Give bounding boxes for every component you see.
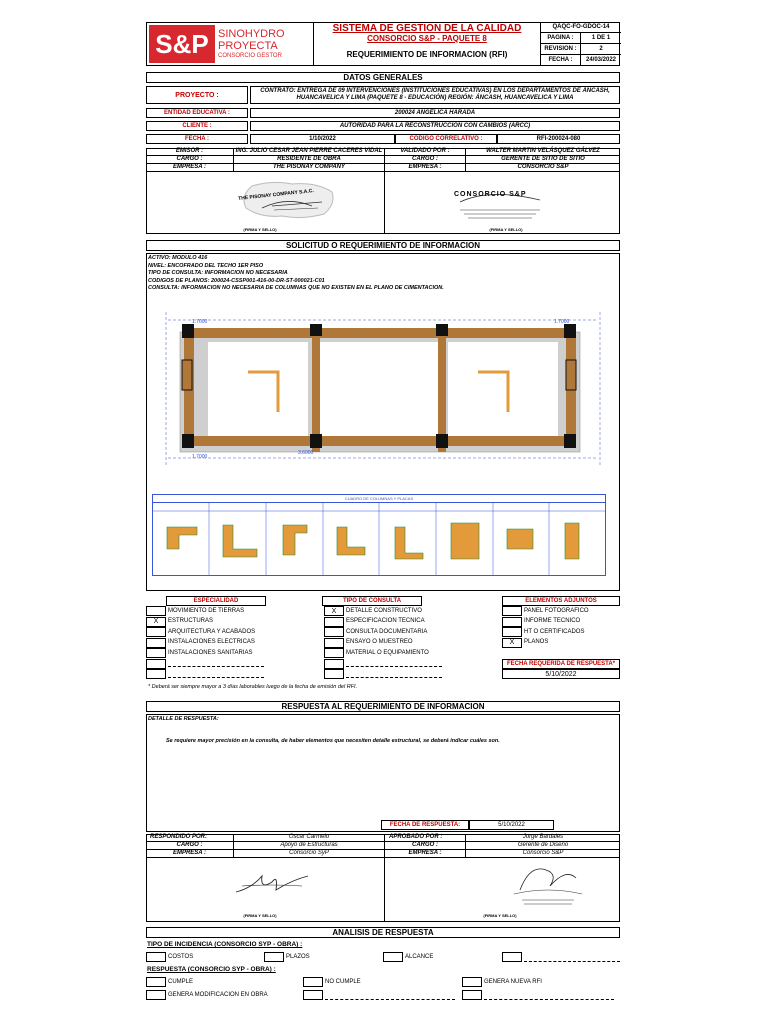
- adjuntos-label: PLANOS: [524, 639, 549, 646]
- resp-firma-label-right: (FIRMA Y SELLO): [483, 912, 517, 918]
- dim-label-top-right: 1.7000: [554, 319, 570, 325]
- incidencia-costos[interactable]: [146, 952, 193, 962]
- adjuntos-label: PANEL FOTOGRAFICO: [524, 607, 589, 614]
- respuesta-no-cumple[interactable]: [303, 977, 361, 987]
- blank-2-line: [484, 991, 614, 1000]
- column-schedule-icon: [153, 503, 605, 575]
- adjuntos-checkbox[interactable]: [502, 617, 522, 627]
- especialidad-label: INSTALACIONES SANITARIAS: [168, 649, 253, 656]
- validado-label: VALIDADO POR :: [384, 148, 466, 156]
- no-cumple-checkbox[interactable]: [303, 977, 323, 987]
- especialidad-label: INSTALACIONES ELECTRICAS: [168, 639, 255, 646]
- blank-2-checkbox[interactable]: [462, 990, 482, 1000]
- especialidad-checkbox[interactable]: [146, 606, 166, 616]
- tipo-label: ENSAYO O MUESTREO: [346, 639, 413, 646]
- signature-right: [510, 860, 586, 912]
- entidad-value: 200024 ANGÉLICA HARADA: [250, 108, 620, 118]
- adjuntos-checkbox[interactable]: [502, 627, 522, 637]
- respuesta-blank-1[interactable]: [303, 990, 455, 1000]
- revision-label: REVISION :: [541, 44, 581, 55]
- tipo-checkbox[interactable]: [324, 617, 344, 627]
- costos-label: COSTOS: [168, 953, 194, 960]
- pagina-label: PAGINA :: [541, 33, 581, 44]
- adjuntos-label: INFORME TECNICO: [524, 618, 581, 625]
- empresa-value-left: THE PISONAY COMPANY: [234, 164, 384, 172]
- respuesta-analisis-label: RESPUESTA (CONSORCIO SYP - OBRA) :: [147, 966, 276, 973]
- signature-right-icon: [510, 860, 586, 912]
- stamp-left: [232, 178, 342, 222]
- fecha-respuesta-label: FECHA DE RESPUESTA:: [381, 820, 469, 830]
- adjuntos-item[interactable]: [502, 627, 620, 638]
- alcance-label: ALCANCE: [405, 953, 434, 960]
- solicitud-line-activo: ACTIVO: MODULO 416: [148, 255, 208, 261]
- respuesta-box: [146, 714, 620, 832]
- firma-label-right: (FIRMA Y SELLO): [489, 226, 523, 232]
- signature-left-icon: [232, 868, 312, 898]
- tipo-item-blank[interactable]: [324, 659, 504, 670]
- respondido-label: RESPONDIDO POR:: [146, 834, 234, 842]
- tipo-label: ESPECIFICACION TECNICA: [346, 618, 425, 625]
- plazos-label: PLAZOS: [286, 953, 310, 960]
- no-cumple-label: NO CUMPLE: [325, 978, 361, 985]
- logo: [146, 22, 314, 66]
- fecha-respuesta-value[interactable]: 5/10/2022: [469, 820, 554, 830]
- incidencia-plazos[interactable]: [264, 952, 310, 962]
- especialidad-title: ESPECIALIDAD: [166, 596, 266, 606]
- especialidad-list: [146, 606, 326, 680]
- resp-firma-label-left: (FIRMA Y SELLO): [243, 912, 277, 918]
- especialidad-item[interactable]: [146, 648, 326, 659]
- logo-sub1: SINOHYDRO: [218, 28, 285, 40]
- tipo-checkbox[interactable]: [324, 627, 344, 637]
- costos-checkbox[interactable]: [146, 952, 166, 962]
- empresa-value-right: CONSORCIO S&P: [466, 164, 620, 172]
- cumple-label: CUMPLE: [168, 978, 194, 985]
- empresa-label-left: EMPRESA :: [146, 164, 234, 172]
- logo-mark: S&P: [149, 25, 215, 63]
- especialidad-label: MOVIMIENTO DE TIERRAS: [168, 607, 245, 614]
- cargo-label-right: CARGO :: [384, 156, 466, 164]
- especialidad-label: ARQUITECTURA Y ACABADOS: [168, 628, 256, 635]
- fecha-requerida-label: FECHA REQUERIDA DE RESPUESTA*: [502, 659, 620, 669]
- validado-value: WALTER MARTIN VELÁSQUEZ GÁLVEZ: [466, 148, 620, 156]
- cargo-label-left: CARGO :: [146, 156, 234, 164]
- emisor-value: ING. JULIO CESAR JEAN PIERRE CACERES VIDAL: [235, 148, 383, 154]
- solicitud-lines: [148, 255, 618, 293]
- tipo-item[interactable]: [324, 648, 504, 659]
- tipo-title: TIPO DE CONSULTA: [322, 596, 422, 606]
- especialidad-checkbox[interactable]: [146, 659, 166, 669]
- incidencia-otro[interactable]: [502, 952, 620, 962]
- signature-divider: [384, 172, 385, 234]
- resp-cargo-label-left: CARGO :: [146, 842, 234, 850]
- especialidad-item[interactable]: [146, 617, 326, 628]
- tipo-label: CONSULTA DOCUMENTARIA: [346, 628, 428, 635]
- header-meta: [540, 22, 620, 66]
- especialidad-blank-line: [168, 671, 264, 678]
- firma-label-left: (FIRMA Y SELLO): [243, 226, 277, 232]
- resp-empresa-value-right: Consorcio S&P: [466, 850, 620, 858]
- cliente-value: AUTORIDAD PARA LA RECONSTRUCCION CON CAMBIOS (ARCC): [250, 121, 620, 131]
- tipo-checkbox[interactable]: [324, 659, 344, 669]
- especialidad-item-blank[interactable]: [146, 659, 326, 670]
- cumple-checkbox[interactable]: [146, 977, 166, 987]
- resp-cargo-value-left: Apoyo de Estructuras: [234, 842, 384, 850]
- especialidad-checkbox[interactable]: [146, 648, 166, 658]
- detalle-label: DETALLE DE RESPUESTA:: [148, 716, 219, 722]
- tipo-item[interactable]: [324, 638, 504, 649]
- respuesta-cumple[interactable]: [146, 977, 193, 987]
- logo-sub3: CONSORCIO GESTOR: [218, 53, 282, 59]
- tipo-label: DETALLE CONSTRUCTIVO: [346, 607, 422, 614]
- tipo-item-blank[interactable]: [324, 669, 504, 680]
- genera-mod-checkbox[interactable]: [146, 990, 166, 1000]
- stamp-right-text: CONSORCIO S&P: [454, 191, 527, 198]
- empresa-label-right: EMPRESA :: [384, 164, 466, 172]
- tipo-item[interactable]: [324, 617, 504, 628]
- floor-plan-drawing: [158, 302, 608, 472]
- footnote: * Deberá ser siempre mayor a 3 días laborables luego de la fecha de emisión del RFI.: [148, 684, 358, 690]
- dim-label-top-left: 1.7000: [192, 319, 208, 325]
- fecha-general-value: 1/10/2022: [250, 134, 395, 144]
- signature-left: [232, 868, 312, 898]
- alcance-checkbox[interactable]: [383, 952, 403, 962]
- respondido-value: Oscar Carmelo: [234, 834, 384, 842]
- especialidad-blank-line: [168, 660, 264, 667]
- solicitud-line-nivel: NIVEL: ENCOFRADO DEL TECHO 1ER PISO: [148, 262, 264, 269]
- respuesta-blank-2[interactable]: [462, 990, 614, 1000]
- resp-empresa-value-left: Consorcio SyP: [234, 850, 384, 858]
- especialidad-item[interactable]: [146, 606, 326, 617]
- emisor-label: EMISOR :: [146, 148, 234, 156]
- adjuntos-label: HT O CERTIFICADOS: [524, 628, 585, 635]
- stamp-left-text: THE PISONAY COMPANY S.A.C.: [237, 188, 315, 202]
- otro-blank-line: [524, 953, 620, 962]
- cliente-label: CLIENTE :: [146, 121, 248, 131]
- detalle-text[interactable]: Se requiere mayor precisión en la consulta, de haber elementos que necesiten detalle estructural, se deberá indicar cuáles son.: [166, 738, 500, 744]
- adjuntos-checkbox[interactable]: [502, 606, 522, 616]
- codigo-label: CODIGO CORRELATIVO :: [395, 134, 497, 144]
- doc-title: REQUERIMIENTO DE INFORMACION (RFI): [346, 49, 508, 59]
- adjuntos-title: ELEMENTOS ADJUNTOS: [502, 596, 620, 606]
- proyecto-value: CONTRATO: ENTREGA DE 09 INTERVENCIONES (INSTITUCIONES EDUCATIVAS) EN LOS DEPARTAMENTOS DE ÁNCASH, HUANCAVELICA Y LIMA (PAQUETE 8 - EDUCACIÓN) REGIÓN: ÁNCASH, HUANCAVELICA Y LIMA: [250, 86, 620, 104]
- column-schedule-title: CUADRO DE COLUMNAS Y PLACAS: [153, 495, 605, 503]
- solicitud-section-title: SOLICITUD O REQUERIMIENTO DE INFORMACION: [146, 240, 620, 251]
- tipo-checkbox[interactable]: [324, 638, 344, 648]
- respuesta-genera-rfi[interactable]: [462, 977, 542, 987]
- especialidad-item[interactable]: [146, 638, 326, 649]
- fecha-general-label: FECHA :: [146, 134, 248, 144]
- adjuntos-item[interactable]: [502, 617, 620, 628]
- resp-cargo-value-right: Gerente de Diseño: [466, 842, 620, 850]
- especialidad-checkbox[interactable]: [146, 627, 166, 637]
- analisis-section-title: ANALISIS DE RESPUESTA: [146, 927, 620, 938]
- respuesta-genera-mod[interactable]: [146, 990, 268, 1000]
- incidencia-label: TIPO DE INCIDENCIA (CONSORCIO SYP - OBRA) :: [147, 941, 303, 948]
- entidad-label: ENTIDAD EDUCATIVA :: [146, 108, 248, 118]
- dim-label-bottom-mid: 3.6000: [298, 450, 314, 456]
- resp-empresa-label-right: EMPRESA :: [384, 850, 466, 858]
- tipo-checkbox[interactable]: [324, 648, 344, 658]
- especialidad-label: ESTRUCTURAS: [168, 618, 214, 625]
- logo-sub2: PROYECTA: [218, 40, 278, 52]
- cargo-value-right: GERENTE DE SITIO DE SITIO: [466, 156, 620, 164]
- blank-1-line: [325, 991, 455, 1000]
- aprobado-label: APROBADO POR :: [384, 834, 466, 842]
- tipo-checkbox[interactable]: X: [324, 606, 344, 616]
- adjuntos-item[interactable]: [502, 638, 620, 649]
- solicitud-line-tipo: TIPO DE CONSULTA: INFORMACION NO NECESARIA: [148, 270, 288, 276]
- especialidad-checkbox[interactable]: [146, 669, 166, 679]
- especialidad-checkbox[interactable]: [146, 638, 166, 648]
- especialidad-item-blank[interactable]: [146, 669, 326, 680]
- stamp-right-icon: [440, 180, 560, 226]
- adjuntos-item[interactable]: [502, 606, 620, 617]
- especialidad-checkbox[interactable]: X: [146, 617, 166, 627]
- solicitud-line-consulta: CONSULTA: INFORMACION NO NECESARIA DE COLUMNAS QUE NO EXISTEN EN EL PLANO DE CIMENTACION.: [148, 285, 444, 291]
- floor-plan-icon: [158, 302, 608, 472]
- tipo-list: [324, 606, 504, 680]
- tipo-label: MATERIAL O EQUIPAMIENTO: [346, 649, 429, 656]
- column-schedule: [152, 494, 606, 576]
- proyecto-label: PROYECTO :: [146, 86, 248, 104]
- incidencia-alcance[interactable]: [383, 952, 433, 962]
- dim-label-bottom-left: 1.7000: [192, 454, 208, 460]
- revision-value: 2: [581, 44, 621, 55]
- tipo-item[interactable]: [324, 606, 504, 617]
- tipo-checkbox[interactable]: [324, 669, 344, 679]
- tipo-blank-line: [346, 671, 442, 678]
- resp-empresa-label-left: EMPRESA :: [146, 850, 234, 858]
- fecha-requerida-value[interactable]: 5/10/2022: [502, 669, 620, 679]
- blank-1-checkbox[interactable]: [303, 990, 323, 1000]
- genera-mod-label: GENERA MODIFICACION EN OBRA: [168, 991, 268, 998]
- consortium-title: CONSORCIO S&P - PAQUETE 8: [367, 33, 487, 43]
- stamp-right: [440, 180, 560, 226]
- system-title: SISTEMA DE GESTION DE LA CALIDAD: [332, 22, 522, 34]
- otro-checkbox[interactable]: [502, 952, 522, 962]
- adjuntos-checkbox[interactable]: X: [502, 638, 522, 648]
- fecha-value: 24/03/2022: [585, 57, 617, 63]
- cargo-value-left: RESIDENTE DE OBRA: [234, 156, 384, 164]
- especialidad-item[interactable]: [146, 627, 326, 638]
- fecha-label: FECHA :: [541, 55, 581, 66]
- genera-rfi-checkbox[interactable]: [462, 977, 482, 987]
- genera-rfi-label: GENERA NUEVA RFI: [484, 978, 542, 985]
- solicitud-line-codigos: CODIGOS DE PLANOS: 200024-CSSP001-416-00-DR-ST-000021-C01: [148, 277, 325, 284]
- doc-code: QAQC-FO-GDOC-14: [541, 22, 621, 33]
- resp-signature-divider: [384, 858, 385, 922]
- tipo-item[interactable]: [324, 627, 504, 638]
- resp-cargo-label-right: CARGO :: [384, 842, 466, 850]
- pagina-value: 1 DE 1: [581, 33, 621, 44]
- codigo-value: RFI-200024-080: [497, 134, 620, 144]
- datos-section-title: DATOS GENERALES: [146, 72, 620, 83]
- respuesta-section-title: RESPUESTA AL REQUERIMIENTO DE INFORMACION: [146, 701, 620, 712]
- plazos-checkbox[interactable]: [264, 952, 284, 962]
- aprobado-value: Jorge Bardales: [466, 834, 620, 842]
- tipo-blank-line: [346, 660, 442, 667]
- adjuntos-list: [502, 606, 620, 648]
